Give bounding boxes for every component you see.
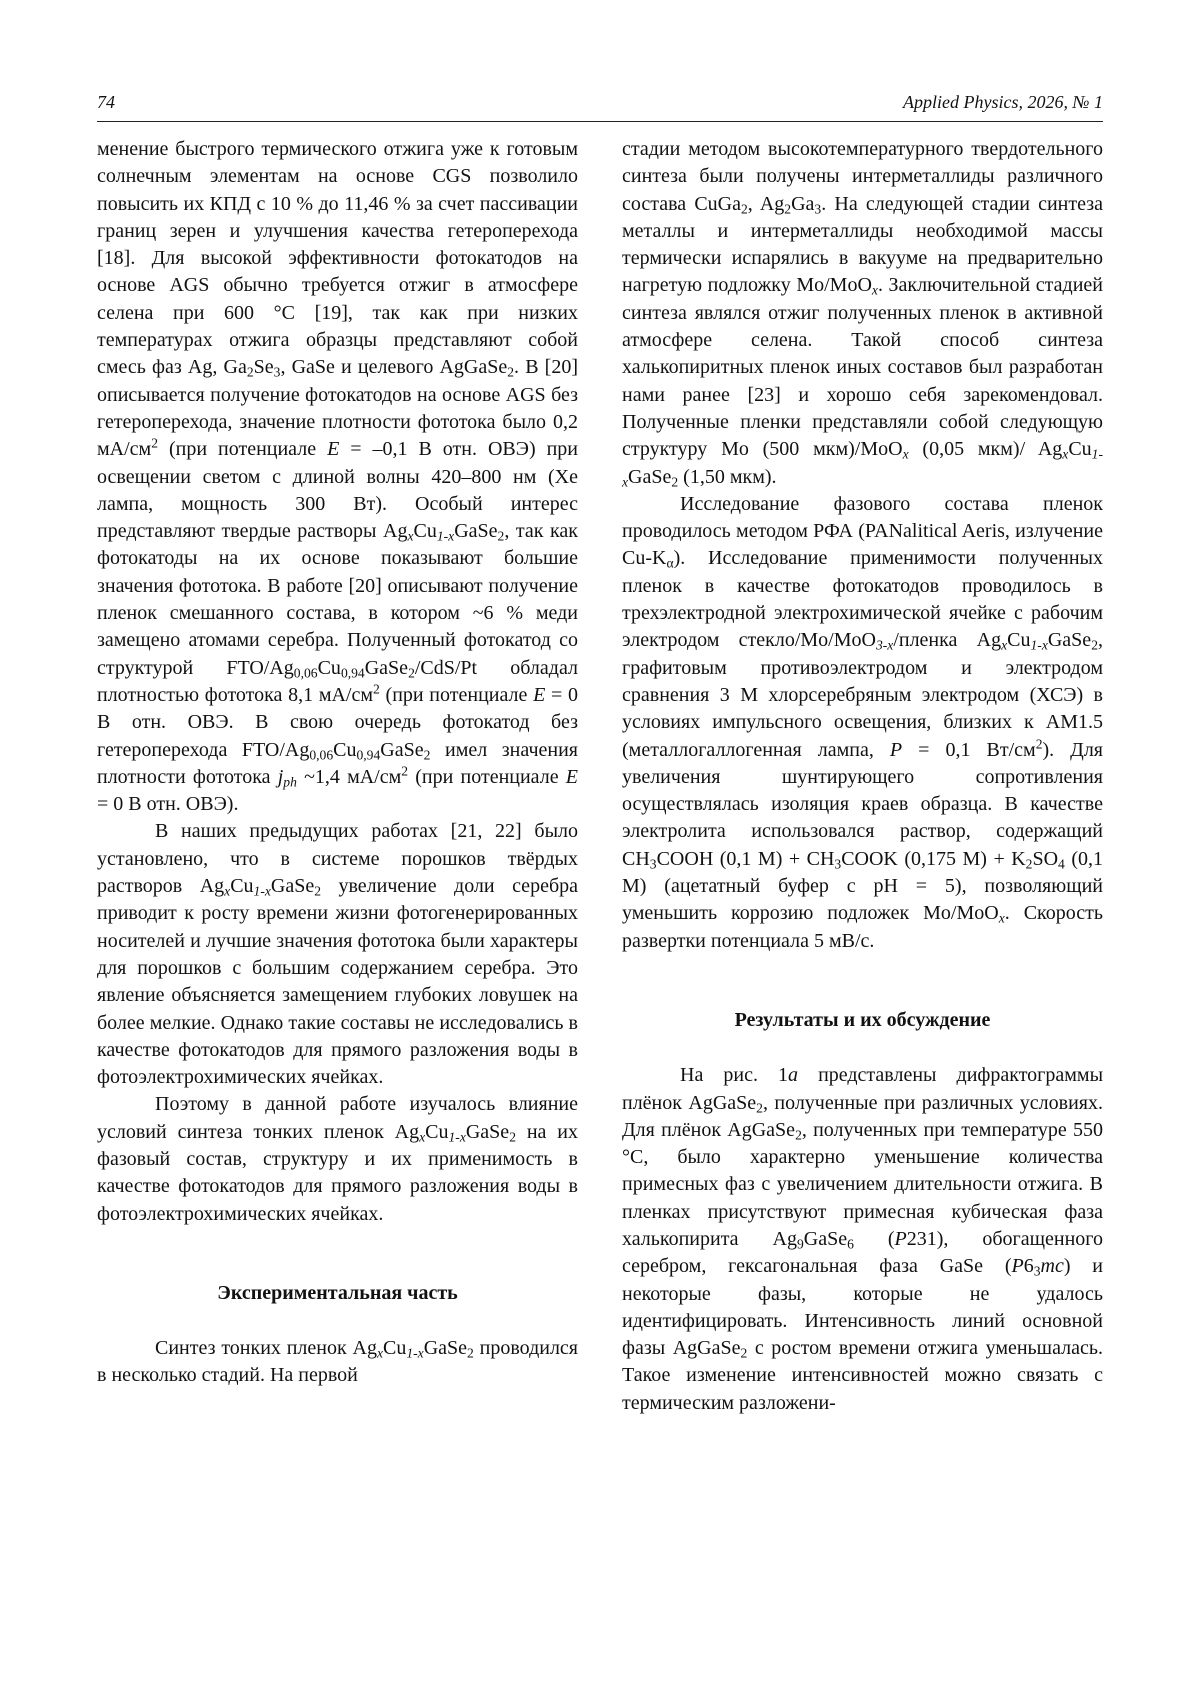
variable-p: P (1011, 1255, 1024, 1278)
variable-p: P (889, 738, 903, 761)
text-run: GaSe (270, 875, 315, 898)
text-run: , графитовым противоэлектродом и электродом сравнения 3 М хлорсеребряным электродом (ХСЭ) в условиях импульсного освещения, близких к AM1.5 (металлогаллогенная лампа, (622, 629, 1103, 761)
text-run: проводился в несколько стадий. На первой (97, 1337, 579, 1387)
paragraph (97, 1335, 578, 1390)
text-run: = –0,1 В отн. ОВЭ) при освещении светом с длиной волны 420–800 нм (Xe лампа, мощность 300 Вт). Особый интерес представляют твердые растворы Ag (97, 438, 578, 543)
paragraph (622, 491, 1103, 955)
text-run: , GaSe и целевого AgGaSe (280, 356, 508, 379)
text-run: /CdS/Pt обладал плотностью фототока 8,1 мА/см (97, 656, 578, 706)
text-run: Поэтому в данной работе изучалось влияние условий синтеза тонких пленок Ag (97, 1093, 578, 1143)
text-run: = 0 В отн. ОВЭ. В свою очередь фотокатод без гетероперехода FTO/Ag (97, 683, 579, 761)
header-rule (97, 121, 1103, 122)
text-run: ). Исследование применимости полученных пленок в качестве фотокатодов проводилось в трехэлектродной электрохимической ячейке с рабочим электродом стекло/Mo/MoO (622, 547, 1103, 652)
paragraph (97, 818, 578, 1091)
text-run: Cu (230, 875, 254, 898)
subscript: 2 (1091, 637, 1098, 653)
subscript: 2 (507, 364, 515, 380)
text-run: SO (1032, 847, 1059, 870)
subscript: 1-x (436, 528, 455, 544)
subscript: x (224, 883, 231, 899)
subscript: 1-x (253, 883, 271, 899)
subscript: 3 (814, 200, 822, 216)
subscript: 2 (467, 1345, 474, 1361)
subscript: 1-x (622, 446, 1103, 489)
text-run: ) и некоторые фазы, которые не удалось идентифицировать. Интенсивность линий основной фазы AgGaSe (622, 1255, 1103, 1360)
subscript: 6 (847, 1236, 854, 1252)
text-run: Cu (425, 1120, 449, 1143)
text-run: Исследование фазового состава пленок проводилось методом РФА (PANalitical Aeris, излучение Cu-K (622, 492, 1103, 570)
subscript: x (871, 282, 878, 298)
spacer (622, 955, 1103, 1007)
subscript: 2 (408, 665, 415, 681)
subscript: 2 (497, 528, 505, 544)
text-run: COOH (0,1 M) + CH (656, 847, 835, 870)
subscript: 3 (1033, 1263, 1041, 1279)
text-run: = 0 В отн. ОВЭ). (97, 793, 239, 816)
superscript: 2 (1035, 736, 1043, 752)
text-run: GaSe (465, 1120, 510, 1143)
text-run: 231), обогащенного серебром, гексагональная фаза GaSe ( (622, 1227, 1103, 1278)
text-run: , Ag (747, 192, 785, 215)
subscript: 3-x (875, 637, 894, 653)
section-heading-results: Результаты и их обсуждение (734, 1008, 991, 1031)
spacer (622, 1034, 1103, 1062)
subscript: ph (283, 774, 297, 790)
journal-title: Applied Physics, 2026, № 1 (903, 92, 1103, 112)
text-run: Cu (1068, 438, 1092, 461)
subscript: 2 (246, 364, 254, 380)
text-run: (0,1 M) (ацетатный буфер с pH = 5), позволяющий уменьшить коррозию подложек Mo/MoO (622, 847, 1103, 925)
text-run: ( (853, 1227, 895, 1250)
paragraph (97, 1091, 578, 1227)
text-run: . Скорость развертки потенциала 5 мВ/с. (622, 902, 1103, 952)
subscript: x (998, 910, 1005, 926)
paragraph (622, 136, 1103, 491)
variable-e: E (565, 765, 578, 788)
text-run: Se (253, 356, 274, 379)
text-run: Cu (317, 656, 341, 679)
figure-panel-label: a (788, 1064, 799, 1087)
running-header (97, 88, 1103, 118)
subscript: 2 (314, 883, 322, 899)
subscript: 2 (784, 200, 792, 216)
text-run: стадии методом высокотемпературного твердотельного синтеза были получены интерметаллиды различного состава CuGa (622, 138, 1103, 215)
text-run: (1,50 мкм). (678, 465, 777, 488)
text-run: GaSe (423, 1337, 468, 1360)
text-run: = 0,1 Вт/см (902, 738, 1036, 761)
text-run: GaSe (803, 1227, 848, 1250)
subscript: x (1001, 637, 1008, 653)
subscript: 1-x (448, 1129, 466, 1145)
variable-e: E (327, 438, 340, 461)
subscript: 3 (273, 364, 281, 380)
text-run: с ростом времени отжига уменьшалась. Такое изменение интенсивностей можно связать с термическим разложени- (622, 1337, 1103, 1414)
text-run: (при потенциале (408, 765, 566, 788)
text-run: , полученные при различных условиях. Для плёнок AgGaSe (622, 1091, 1103, 1141)
text-run: GaSe (364, 656, 409, 679)
left-column (97, 136, 578, 1390)
text-run: , полученных при температуре 550 °C, было характерно уменьшение количества примесных фаз с увеличением длительности отжига. В пленках присутствуют примесная кубическая фаза халькопирита Ag (622, 1118, 1103, 1250)
subscript: x (376, 1345, 383, 1361)
space-group-suffix: mc (1040, 1255, 1064, 1278)
subscript: 1-x (406, 1345, 424, 1361)
subscript: 0,94 (340, 665, 365, 681)
subscript: 1-x (1030, 637, 1048, 653)
text-run: имел значения плотности фототока (97, 738, 578, 788)
superscript: 2 (401, 763, 409, 779)
text-run: Cu (383, 1337, 407, 1360)
text-run: На рис. 1 (680, 1064, 789, 1087)
paragraph (97, 136, 578, 818)
text-run: (при потенциале (379, 683, 534, 706)
subscript: 2 (740, 1345, 748, 1361)
subscript: 2 (756, 1099, 763, 1115)
text-run: . На следующей стадии синтеза металлы и интерметаллиды необходимой массы термически испарялись в вакууме на предварительно нагретую подложку Mo/MoO (622, 192, 1103, 297)
text-run: ~1,4 мА/см (296, 765, 402, 788)
text-run: , так как фотокатоды на их основе показывают большие значения фототока. В работе [20] описывают получение пленок смешанного состава, в котором ~6 % меди замещено атомами серебра. Полученный фотокатод со структурой FTO/Ag (97, 520, 578, 679)
text-run: менение быстрого термического отжига уже к готовым солнечным элементам на основе CGS позволило повысить их КПД с 10 % до 11,46 % за счет пассивации границ зерен и улучшения качества гетероперехода [18]. Для высокой эффективности фотокатодов на основе AGS обычно требуется отжиг в атмосфере селена при 600 °C [19], так как при низких температурах отжига образцы представляют собой смесь фаз Ag, Ga (97, 138, 578, 379)
text-run: GaSe (454, 520, 498, 543)
subscript: 2 (671, 473, 679, 489)
subscript: 2 (1025, 856, 1033, 872)
paragraph (622, 1062, 1103, 1417)
subscript: 9 (796, 1236, 804, 1252)
text-run: В наших предыдущих работах [21, 22] было установлено, что в системе порошков твёрдых растворов Ag (97, 820, 578, 898)
text-run: COOK (0,175 M) + K (841, 847, 1026, 870)
subscript: 3 (649, 856, 657, 872)
text-run: /пленка Ag (893, 629, 1002, 652)
right-column (622, 136, 1103, 1417)
text-run: Cu (333, 738, 357, 761)
text-run: Cu (1007, 629, 1031, 652)
subscript: 4 (1058, 856, 1065, 872)
text-run: Синтез тонких пленок Ag (155, 1337, 377, 1360)
subscript: x (407, 528, 414, 544)
text-run: на их фазовый состав, структуру и их применимость в качестве фотокатодов для прямого разложения воды в фотоэлектрохимических ячейках. (97, 1120, 578, 1225)
subscript: 2 (741, 200, 748, 216)
variable-e: E (533, 683, 546, 706)
text-run: представлены дифрактограммы плёнок AgGaSe (622, 1064, 1103, 1114)
subscript: x (902, 446, 909, 462)
subscript: α (666, 555, 674, 571)
text-run: (0,05 мкм)/ Ag (908, 438, 1063, 461)
superscript: 2 (151, 435, 158, 451)
variable-p: P (894, 1227, 907, 1250)
subscript: 2 (509, 1129, 516, 1145)
text-run: увеличение доли серебра приводит к росту времени жизни фотогенерированных носителей и лучшие значения фототока были характеры для порошков с большим содержанием серебра. Это явление объясняется замещением глубоких ловушек на более мелкие. Однако такие составы не исследовались в качестве фотокатодов для прямого разложения воды в фотоэлектрохимических ячейках. (97, 875, 578, 1089)
subscript: 2 (795, 1127, 802, 1143)
spacer (97, 1228, 578, 1280)
subscript: 2 (423, 746, 431, 762)
subscript: x (419, 1129, 426, 1145)
subscript: 0,06 (293, 665, 318, 681)
subscript: 3 (834, 856, 842, 872)
text-run: GaSe (380, 738, 424, 761)
text-run: Cu (413, 520, 437, 543)
text-run: GaSe (628, 465, 672, 488)
text-run: . Заключительной стадией синтеза являлся отжиг полученных пленок в активной атмосфере селена. Такой способ синтеза халькопиритных пленок иных составов был разработан нами ранее [23] и хорошо себя зарекомендовал. Полученные пленки представляли собой следующую структуру Mo (500 мкм)/MoO (622, 274, 1103, 461)
page-number: 74 (97, 92, 115, 112)
subscript: x (1062, 446, 1069, 462)
variable-j: j (277, 765, 284, 788)
section-heading-experimental: Экспериментальная часть (217, 1281, 458, 1304)
text-run: (при потенциале (158, 438, 328, 461)
text-run: ). Для увеличения шунтирующего сопротивления осуществлялась изоляция краев образца. В качестве электролита использовался раствор, содержащий CH (622, 738, 1104, 870)
text-run: 6 (1023, 1255, 1034, 1278)
subscript: 0,94 (356, 746, 381, 762)
text-run: Ga (791, 192, 815, 215)
text-run: GaSe (1047, 629, 1092, 652)
subscript: 0,06 (309, 746, 334, 762)
text-run: . В [20] описывается получение фотокатодов на основе AGS без гетероперехода, значение плотности фототока было 0,2 мА/см (97, 356, 578, 461)
spacer (97, 1307, 578, 1335)
superscript: 2 (373, 681, 380, 697)
